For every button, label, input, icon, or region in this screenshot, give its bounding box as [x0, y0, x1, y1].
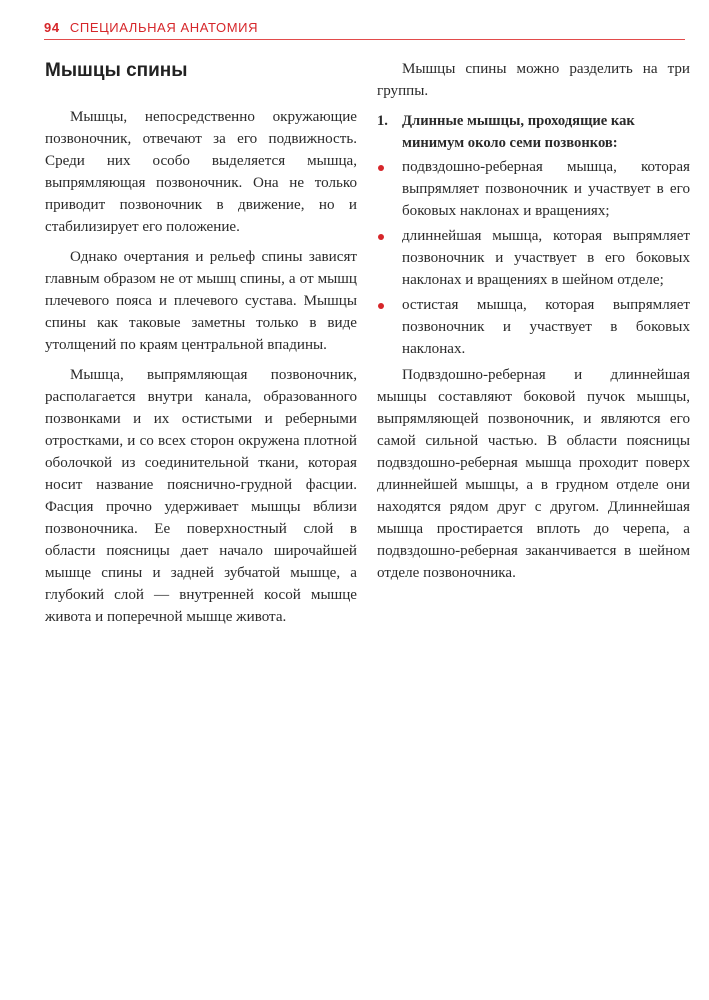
section-title: СПЕЦИАЛЬНАЯ АНАТОМИЯ: [69, 20, 259, 35]
running-header: [44, 20, 685, 40]
list-heading: [377, 110, 690, 154]
list-item-text: остистая мышца, которая выпрямляет позвоночник и участвует в боковых наклонах.: [402, 297, 690, 357]
list-heading-text: Длинные мышцы, проходящие как минимум около семи позвонков:: [402, 113, 635, 151]
right-column: [377, 58, 690, 592]
list-item: [377, 156, 690, 222]
left-column: [45, 58, 357, 636]
bullet-icon: [378, 303, 384, 309]
page-number: 94: [44, 20, 60, 35]
list-item-text: подвздошно-реберная мышца, которая выпрямляет позвоночник и участвует в его боковых наклонах и вращениях;: [402, 159, 690, 219]
closing-paragraph: Подвздошно-реберная и длиннейшая мышцы составляют боковой пучок мышцы, выпрямляющей позвоночник, и являются его самой сильной частью. В области поясницы подвздошно-реберная мышца проходит поверх длиннейшей мышцы, а в грудном отделе они находятся рядом друг с другом. Длиннейшая мышца простирается вплоть до черепа, а подвздошно-реберная заканчивается в шейном отделе позвоночника.: [377, 367, 690, 581]
list-item: [377, 294, 690, 360]
list-item: [377, 225, 690, 291]
muscle-list: [377, 156, 690, 360]
article-title: Мышцы спины: [45, 60, 188, 81]
paragraph: Мышцы, непосредственно окружающие позвоночник, отвечают за его подвижность. Среди них особо выделяется мышца, выпрямляющая позвоночник. Она не только приводит позвоночник в движение, но и стабилизирует его положение.: [45, 109, 357, 235]
bullet-icon: [378, 165, 384, 171]
paragraph: Однако очертания и рельеф спины зависят главным образом не от мышц спины, а от мышц плечевого пояса и плечевого сустава. Мышцы спины как таковые заметны только в виде утолщений по краям центральной впадины.: [45, 249, 357, 353]
intro-paragraph: Мышцы спины можно разделить на три группы.: [377, 61, 690, 99]
list-item-text: длиннейшая мышца, которая выпрямляет позвоночник и участвует в его боковых наклонах и вращениях в шейном отделе;: [402, 228, 690, 288]
bullet-icon: [378, 234, 384, 240]
list-heading-number: 1.: [377, 113, 388, 129]
paragraph: Мышца, выпрямляющая позвоночник, располагается внутри канала, образованного позвонками и их остистыми и реберными отростками, и со всех сторон окружена плотной оболочкой из соединительной ткани, которая носит название пояснично-грудной фасции. Фасция прочно удерживает мышцы вблизи позвоночника. Ее поверхностный слой в области поясницы дает начало широчайшей мышце спины и задней зубчатой мышце, а глубокий слой — внутренней косой мышце живота и поперечной мышце живота.: [45, 367, 357, 625]
